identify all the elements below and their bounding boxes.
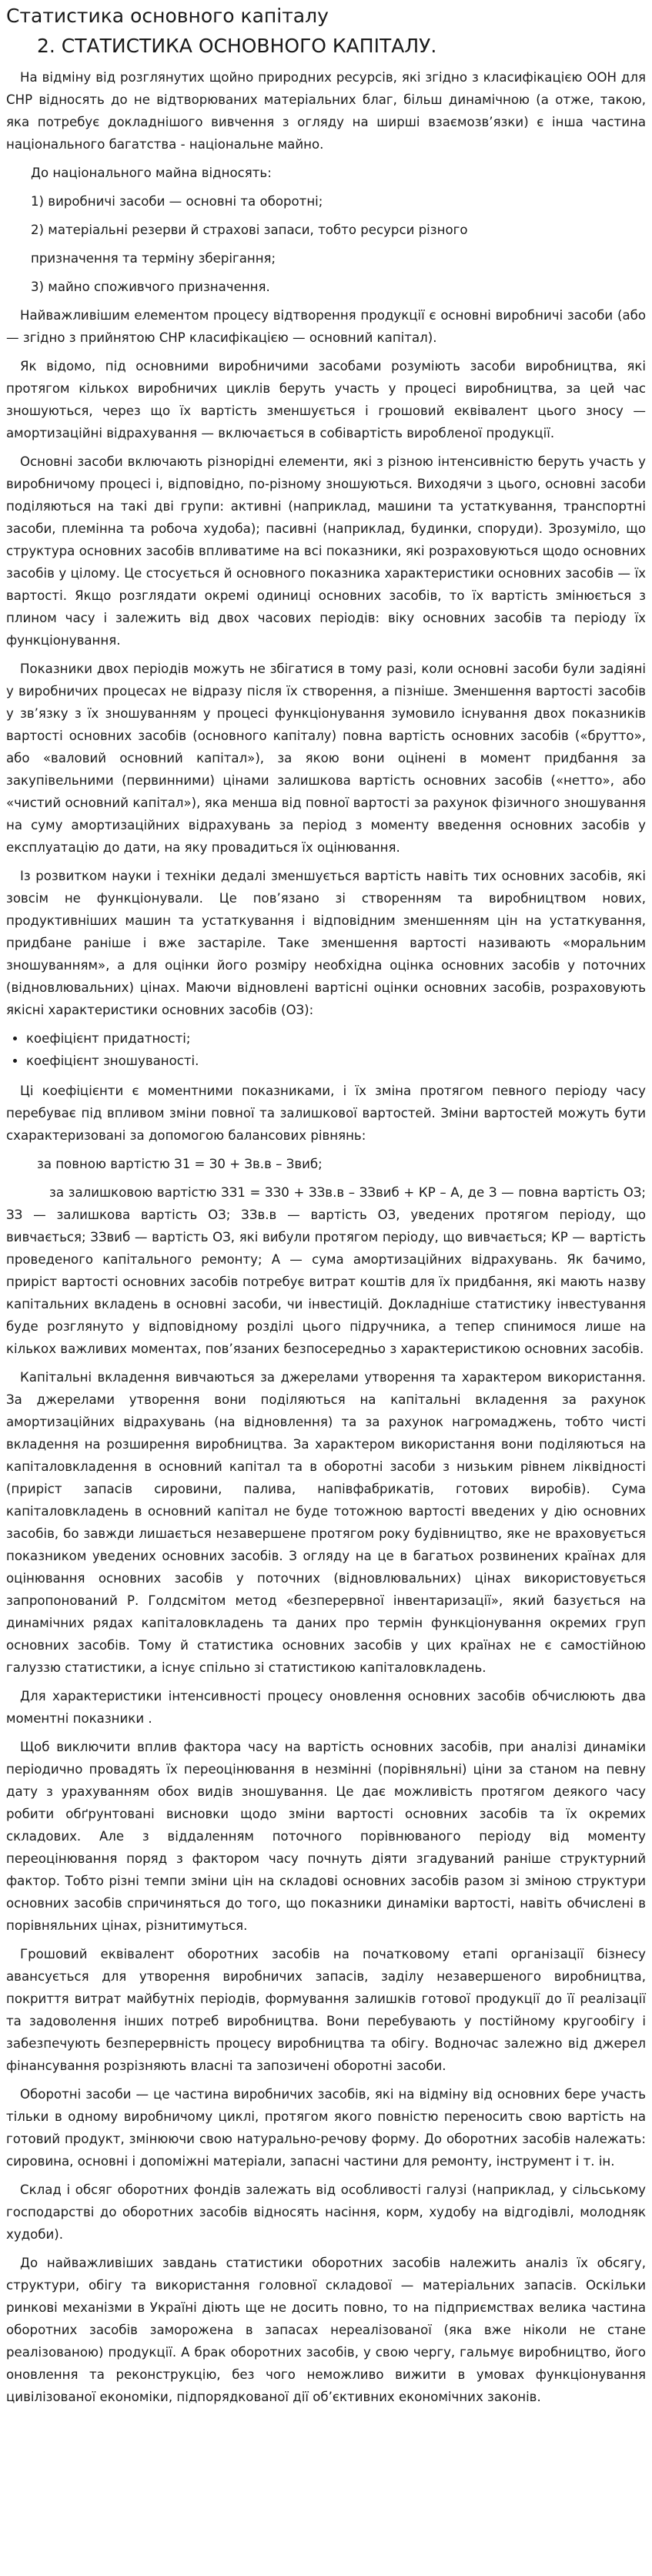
paragraph-6: Із розвитком науки і техніки дедалі зменшується вартість навіть тих основних засобів, які зовсім не функціонували. Це пов’язано зі створенням та виробництвом нових, продуктивніших машин та устаткування і відповідним зменшенням цін на устаткування, придбане раніше і вже застаріле. Таке зменшення вартості називають «моральним зношуванням», а для оцінки його розміру необхідна оцінка основних засобів у поточних (відновлювальних) цінах. Маючи відновлені вартісні оцінки основних засобів, розраховують якісні характеристики основних засобів (ОЗ): [6,869,646,1017]
site-title: Статистика основного капіталу [6,5,329,27]
paragraph-9: Для характеристики інтенсивності процесу оновлення основних засобів обчислюють два моментні показники . [6,1689,646,1726]
list-item-1: 1) виробничі засоби — основні та оборотні; [31,194,323,209]
paragraph-11: Грошовий еквівалент оборотних засобів на початковому етапі організації бізнесу авансується для утворення виробничих запасів, заділу незавершеного виробництва, покриття витрат майбутніх періодів, формування залишків готової продукції до її реалізації та задоволення інших потреб виробництва. Вони перебувають у постійному кругообігу і забезпечують безперервність процесу виробництва та обігу. Водночас залежно від джерел фінансування розрізняють власні та запозичені оборотні засоби. [6,1947,646,2073]
paragraph-13: Склад і обсяг оборотних фондів залежать від особливості галузі (наприклад, у сільському господарстві до оборотних засобів відносять насіння, корм, худобу на відгодівлі, молодняк худоби). [6,2182,646,2242]
paragraph-10: Щоб виключити вплив фактора часу на вартість основних засобів, при аналізі динаміки періодично провадять їх переоцінювання в незмінні (порівняльні) ціни за станом на певну дату з урахуванням обох видів зношування. Це дає можливість протягом деякого часу робити обґрунтовані висновки щодо зміни вартості основних засобів та їх окремих складових. Але з віддаленням поточного порівнюваного періоду від моменту переоцінювання поряд з фактором часу почнуть діяти згадуваний раніше структурний фактор. Тобто різні темпи зміни цін на складові основних засобів разом зі зміною структури основних засобів спричиняться до того, що показники динаміки вартості, навіть обчислені в порівняльних цінах, різнитимуться. [6,1740,646,1933]
list-item-3: 3) майно споживчого призначення. [31,280,270,294]
formula-full-value: за повною вартістю З1 = З0 + Зв.в – Звиб; [37,1157,323,1171]
paragraph-2: Найважливішим елементом процесу відтворення продукції є основні виробничі засоби (або — згідно з прийнятою СНР класифікацією — основний капітал). [6,308,646,345]
paragraph-12: Оборотні засоби — це частина виробничих засобів, які на відміну від основних бере участь тільки в одному виробничому циклі, протягом якого повністю переносить свою вартість на готовий продукт, змінюючи свою натурально-речову форму. До оборотних засобів належать: сировина, основні і допоміжні матеріали, запасні частини для ремонту, інструмент і т. ін. [6,2087,646,2169]
paragraph-14: До найважливіших завдань статистики оборотних засобів належить аналіз їх обсягу, структури, обігу та використання головної складової — матеріальних запасів. Оскільки ринкові механізми в Україні діють ще не досить повно, то на підприємствах велика частина оборотних засобів заморожена в запасах нереалізованої (яка вже ніколи не стане реалізованою) продукції. А брак оборотних засобів, у свою чергу, гальмує виробництво, його оновлення та реконструкцію, без чого неможливо вижити в умовах функціонування цивілізованої економіки, підпорядкованої дії об’єктивних економічних законів. [6,2256,646,2404]
paragraph-8: Капітальні вкладення вивчаються за джерелами утворення та характером використання. За джерелами утворення вони поділяються на капітальні вкладення за рахунок амортизаційних відрахувань (на відновлення) та за рахунок нагромаджень, тобто чисті вкладення на розширення виробництва. За характером використання вони поділяються на капіталовкладення в основний капітал та в оборотні засоби з низьким рівнем ліквідності (приріст запасів сировини, палива, напівфабрикатів, готових виробів). Сума капіталовкладень в основний капітал не буде тотожною вартості введених у дію основних засобів, бо завжди лишається незавершене протягом року будівництво, яке не враховується показником уведених основних засобів. З огляду на це в багатьох розвинених країнах для оцінювання основних засобів у поточних (відновлювальних) цінах використовується запропонований Р. Голдсмітом метод «безперервної інвентаризації», який базується на динамічних рядах капіталовкладень та даних про термін функціонування окремих груп основних засобів. Тому й статистика основних засобів у цих країнах не є самостійною галуззю статистики, а існує спільно зі статистикою капіталовкладень. [6,1370,646,1675]
page-heading: 2. СТАТИСТИКА ОСНОВНОГО КАПІТАЛУ. [37,35,437,57]
bullet-item: • коефіцієнт зношуваності. [26,1050,646,1072]
formula-residual-value: за залишковою вартістю ЗЗ1 = ЗЗ0 + ЗЗв.в – ЗЗвиб + КР – А, де З — повна вартість ОЗ; ЗЗ — залишкова вартість ОЗ; ЗЗв.в — вартість ОЗ, уведених протягом періоду, що вивчається; ЗЗвиб — вартість ОЗ, які вибули протягом періоду, що вивчається; КР — вартість проведеного капітального ремонту; А — сума амортизаційних відрахувань. Як бачимо, приріст вартості основних засобів потребує витрат коштів для їх придбання, які мають назву капітальних вкладень в основні засоби, чи інвестицій. Докладніше статистику інвестування буде розглянуто у відповідному розділі цього підручника, а тепер спинимося лише на кількох важливих моментах, пов’язаних безпосередньо з характеристикою основних засобів. [6,1185,646,1356]
bullet-item: • коефіцієнт придатності; [26,1027,646,1050]
paragraph-5: Показники двох періодів можуть не збігатися в тому разі, коли основні засоби були задіяні у виробничих процесах не відразу після їх створення, а пізніше. Зменшення вартості засобів у зв’язку з їх зношуванням у процесі функціонування зумовило існування двох показників вартості основних засобів (основного капіталу) повна вартість основних засобів («брутто», або «валовий основний капітал»), за якою вони оцінені в момент придбання за закупівельними (первинними) цінами залишкова вартість основних засобів («нетто», або «чистий основний капітал»), яка менша від повної вартості за рахунок фізичного зношування на суму амортизаційних відрахувань за період з моменту введення основних засобів у експлуатацію до дати, на яку провадиться їх оцінювання. [6,662,646,855]
paragraph-intro: На відміну від розглянутих щойно природних ресурсів, які згідно з класифікацією ООН для СНР відносять до не відтворюваних матеріальних благ, більш динамічною (а отже, такою, яка потребує докладнішого вивчення з огляду на ширші взаємозв’язки) є інша частина національного багатства - національне майно. [6,70,646,152]
list-item-2: 2) матеріальні резерви й страхові запаси, тобто ресурси різного [31,223,468,237]
paragraph-7: Ці коефіцієнти є моментними показниками, і їх зміна протягом певного періоду часу перебуває під впливом зміни повної та залишкової вартостей. Зміни вартостей можуть бути схарактеризовані за допомогою балансових рівнянь: [6,1084,646,1143]
list-item-2-cont: призначення та терміну зберігання; [31,251,276,266]
paragraph-3: Як відомо, під основними виробничими засобами розуміють засоби виробництва, які протягом кількох виробничих циклів беруть участь у процесі виробництва, за цей час зношуються, через що їх вартість зменшується і грошовий еквівалент цього зносу — амортизаційні відрахування — включається в собівартість виробленої продукції. [6,359,646,440]
paragraph-4: Основні засоби включають різнорідні елементи, які з різною інтенсивністю беруть участь у виробничому процесі і, відповідно, по-різному зношуються. Виходячи з цього, основні засоби поділяються на такі дві групи: активні (наприклад, машини та устаткування, транспортні засоби, племінна та робоча худоба); пасивні (наприклад, будинки, споруди). Зрозуміло, що структура основних засобів впливатиме на всі показники, які розраховуються щодо основних засобів у цілому. Це стосується й основного показника характеристики основних засобів — їх вартості. Якщо розглядати окремі одиниці основних засобів, то їх вартість змінюється з плином часу і залежить від двох часових періодів: віку основних засобів та періоду їх функціонування. [6,454,646,648]
list-intro: До національного майна відносять: [31,166,272,180]
coefficient-list [6,1027,646,1072]
